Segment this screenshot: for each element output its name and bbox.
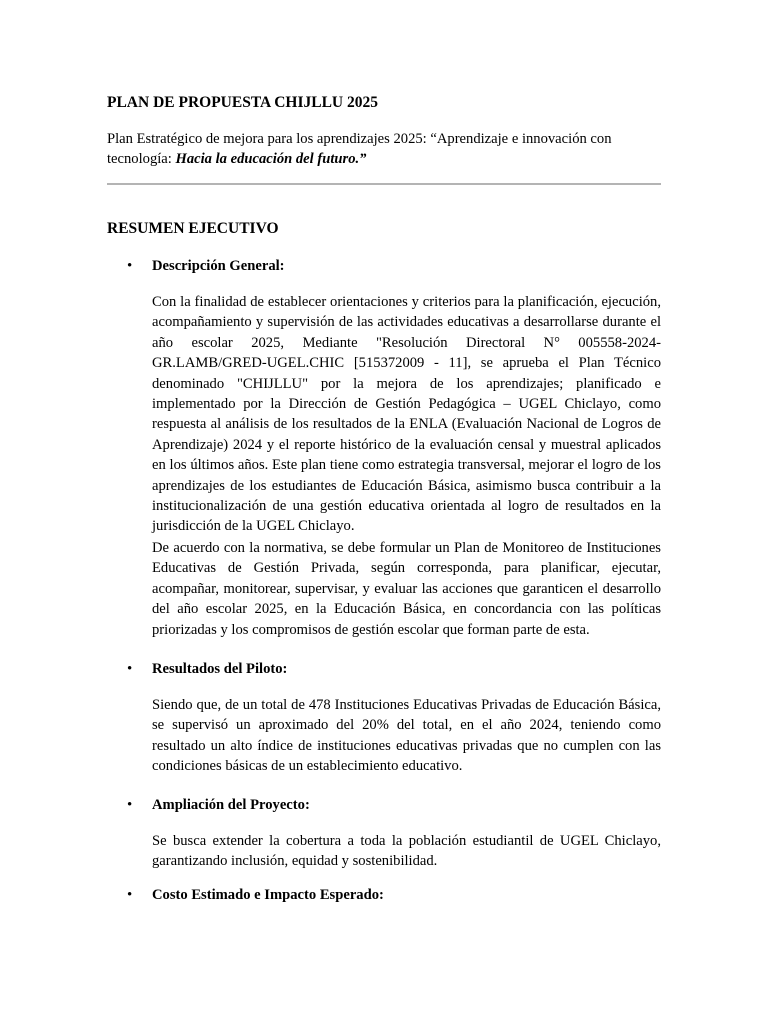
bullet-icon: •	[127, 661, 133, 677]
bullet-heading: Costo Estimado e Impacto Esperado:	[152, 887, 384, 903]
bullet-item-resultados-piloto	[107, 659, 661, 679]
bullet-item-costo-impacto	[107, 885, 661, 905]
horizontal-divider	[107, 183, 661, 185]
document-subtitle	[107, 129, 661, 169]
bullet-heading: Descripción General:	[152, 258, 285, 274]
subtitle-emphasis: Hacia la educación del futuro.”	[175, 151, 367, 167]
bullet-item-descripcion-general	[107, 256, 661, 276]
paragraph-resultados: Siendo que, de un total de 478 Instituciones Educativas Privadas de Educación Básica, se supervisó un aproximado del 20% del total, en el año 2024, teniendo como resultado un alto índice de instituciones educativas privadas que no cumplen con las condiciones básicas de un establecimiento educativo.	[152, 697, 661, 775]
bullet-item-ampliacion-proyecto	[107, 795, 661, 815]
bullet-icon: •	[127, 258, 133, 274]
bullet-icon: •	[127, 887, 133, 903]
bullet-heading: Ampliación del Proyecto:	[152, 797, 310, 813]
paragraph-descripcion-1: Con la finalidad de establecer orientaciones y criterios para la planificación, ejecución, acompañamiento y supervisión de las actividades educativas a desarrollarse durante el año escolar 2025, Mediante "Resolución Directoral N° 005558-2024- GR.LAMB/GRED-UGEL.CHIC [515372009 - 11], se aprueba el Plan Técnico denominado "CHIJLLU" por la mejora de los aprendizajes; planificado e implementado por la Dirección de Gestión Pedagógica – UGEL Chiclayo, como respuesta al análisis de los resultados de la ENLA (Evaluación Nacional de Logros de Aprendizaje) 2024 y el reporte histórico de la evaluación censal y muestral aplicados en los últimos años. Este plan tiene como estrategia transversal, mejorar el logro de los aprendizajes de los estudiantes de Educación Básica, asimismo busca contribuir a la institucionalización de una gestión educativa orientada al logro de resultados en la jurisdicción de la UGEL Chiclayo.	[152, 294, 661, 535]
subtitle-text: Plan Estratégico de mejora para los aprendizajes 2025: “Aprendizaje e innovación con tecnología:	[107, 131, 612, 167]
section-title: RESUMEN EJECUTIVO	[107, 220, 279, 237]
bullet-icon: •	[127, 797, 133, 813]
bullet-heading: Resultados del Piloto:	[152, 661, 288, 677]
document-title: PLAN DE PROPUESTA CHIJLLU 2025	[107, 94, 378, 111]
paragraph-descripcion-2: De acuerdo con la normativa, se debe formular un Plan de Monitoreo de Instituciones Educativas de Gestión Privada, según corresponda, para planificar, ejecutar, acompañar, monitorear, supervisar, y evaluar las acciones que garanticen el desarrollo del año escolar 2025, en la Educación Básica, en concordancia con las políticas priorizadas y los compromisos de gestión escolar que forman parte de esta.	[152, 540, 661, 638]
paragraph-ampliacion: Se busca extender la cobertura a toda la población estudiantil de UGEL Chiclayo, garantizando inclusión, equidad y sostenibilidad.	[152, 833, 661, 870]
